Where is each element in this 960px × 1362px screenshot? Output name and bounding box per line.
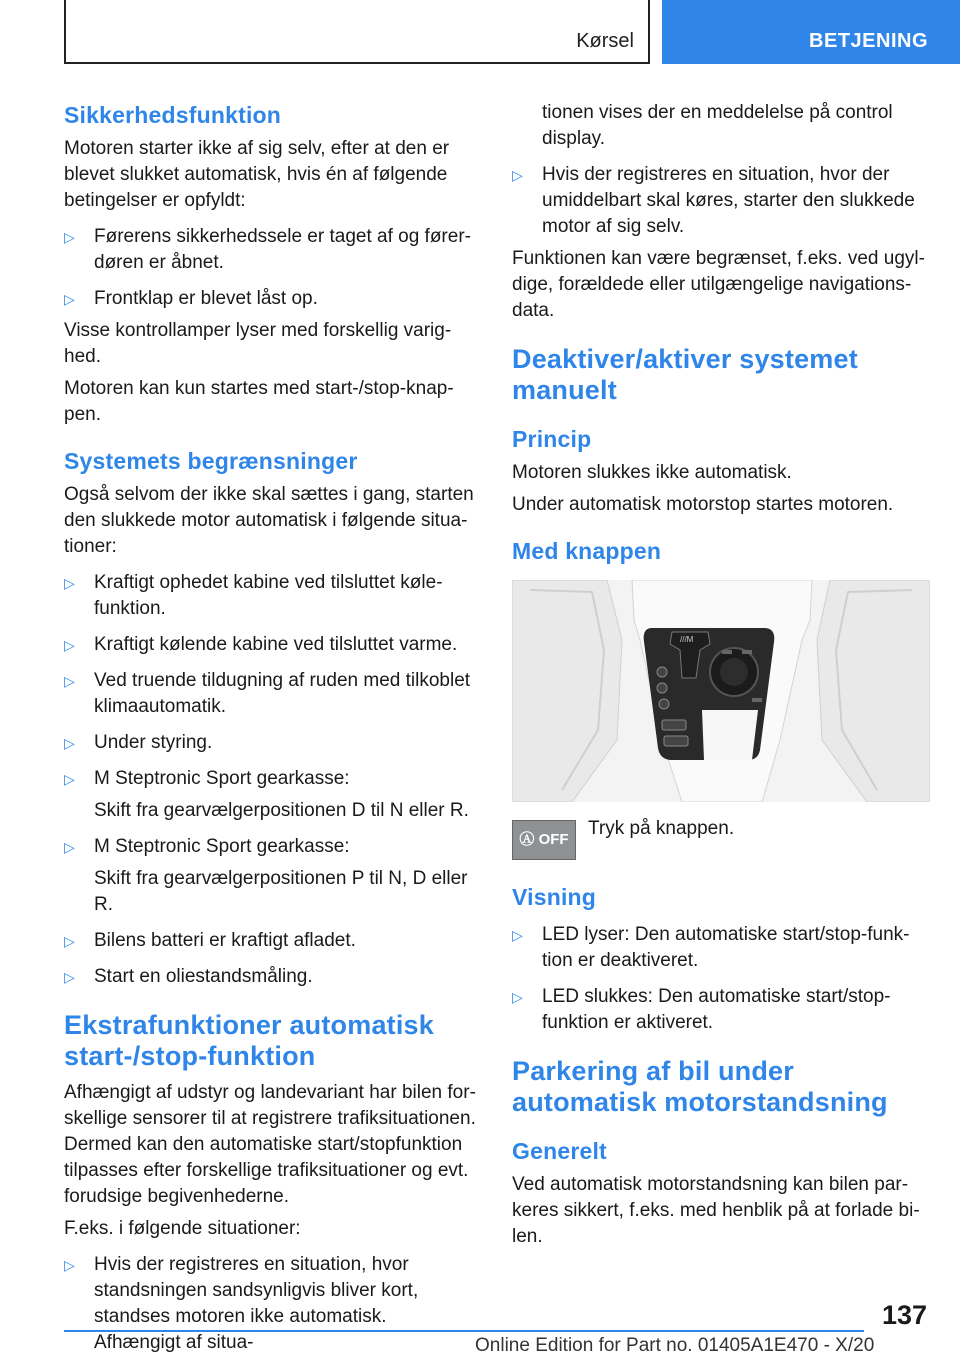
list-item: ▷ LED slukkes: Den automatiske start/stop-funktion er aktiveret. <box>512 986 891 1033</box>
paragraph: Motoren kan kun startes med start-/stop-knappen. <box>64 378 454 425</box>
list-item: ▷ Førerens sikkerhedssele er taget af og førerdøren er åbnet. <box>64 226 471 273</box>
triangle-bullet-icon: ▷ <box>64 969 75 985</box>
list-item: ▷ Under styring. <box>64 732 213 753</box>
paragraph: Ved automatisk motorstandsning kan bilen parkeres sikkert, f.eks. med henblik på at forlade bilen. <box>512 1174 920 1247</box>
list-sub-text: Skift fra gearvælgerpositionen D til N eller R. <box>94 800 469 821</box>
footer-edition-text: Online Edition for Part no. 01405A1E470 - X/20 <box>475 1335 875 1356</box>
bullet-list <box>64 566 476 792</box>
paragraph: Visse kontrollamper lyser med forskellig varighed. <box>64 320 452 367</box>
list-item: ▷ M Steptronic Sport gearkasse: <box>64 768 350 789</box>
triangle-bullet-icon: ▷ <box>64 229 75 245</box>
list-item: ▷ Hvis der registreres en situation, hvor standsningen sandsynligvis bliver kort, standses motoren ikke automatisk. Afhængigt af situa- <box>64 1254 419 1353</box>
list-item: ▷ Bilens batteri er kraftigt afladet. <box>64 930 356 951</box>
list-item: ▷ M Steptronic Sport gearkasse: <box>64 836 350 857</box>
bullet-list <box>64 924 476 990</box>
paragraph: Også selvom der ikke skal sættes i gang, starten den slukkede motor automatisk i følgende situationer: <box>64 484 474 557</box>
triangle-bullet-icon: ▷ <box>512 927 523 943</box>
header-section-title: Kørsel <box>576 30 634 52</box>
list-item: ▷ Kraftigt kølende kabine ved tilsluttet varme. <box>64 634 458 655</box>
auto-start-stop-button-row <box>512 816 930 864</box>
left-column <box>64 100 476 1362</box>
list-item: ▷ Kraftigt ophedet kabine ved tilsluttet kølefunktion. <box>64 572 443 619</box>
triangle-bullet-icon: ▷ <box>64 673 75 689</box>
triangle-bullet-icon: ▷ <box>64 1257 75 1273</box>
heading-visning: Visning <box>512 884 597 910</box>
list-item: ▷ Hvis der registreres en situation, hvor der umiddelbart skal køres, starter den slukkede motor af sig selv. <box>512 164 915 237</box>
triangle-bullet-icon: ▷ <box>64 933 75 949</box>
bullet-list <box>64 1248 476 1356</box>
triangle-bullet-icon: ▷ <box>64 575 75 591</box>
heading-ekstrafunktioner: Ekstrafunktioner automatisk start-/stop-funktion <box>64 1010 434 1071</box>
center-console-illustration <box>512 580 930 802</box>
right-column <box>512 100 930 1256</box>
bullet-list <box>512 918 930 1036</box>
list-item: ▷ Start en oliestandsmåling. <box>64 966 313 987</box>
paragraph: Afhængigt af udstyr og landevariant har bilen forskellige sensorer til at registrere trafiksituationen. Dermed kan den automatiske start/stopfunktion tilpasses efter forskellige trafiksituationer og evt. forudsige begivenhederne. <box>64 1082 476 1207</box>
heading-sikkerhedsfunktion: Sikkerhedsfunktion <box>64 102 282 128</box>
heading-princip: Princip <box>512 426 592 452</box>
bullet-list <box>64 220 476 312</box>
page-number: 137 <box>882 1300 928 1330</box>
auto-start-stop-off-icon: Ⓐ OFF <box>512 820 576 860</box>
triangle-bullet-icon: ▷ <box>512 167 523 183</box>
heading-generelt: Generelt <box>512 1138 607 1164</box>
heading-med-knappen: Med knappen <box>512 538 662 564</box>
heading-deaktiver-aktiver: Deaktiver/aktiver systemet manuelt <box>512 344 858 405</box>
list-sub-text: Skift fra gearvælgerpositionen P til N, D eller R. <box>94 868 468 915</box>
bullet-list <box>512 158 930 240</box>
paragraph: Funktionen kan være begrænset, f.eks. ved ugyldige, forældede eller utilgængelige navigationsdata. <box>512 248 925 321</box>
paragraph: Motoren slukkes ikke automatisk. <box>512 462 792 483</box>
header-chapter-title: BETJENING <box>809 30 928 52</box>
footer-divider <box>64 1330 864 1332</box>
list-item: ▷ LED lyser: Den automatiske start/stop-funktion er deaktiveret. <box>512 924 910 971</box>
header-chapter-box <box>662 0 960 64</box>
continued-text: tionen vises der en meddelelse på control display. <box>542 102 893 149</box>
triangle-bullet-icon: ▷ <box>64 839 75 855</box>
triangle-bullet-icon: ▷ <box>64 771 75 787</box>
header-section-box <box>64 0 650 64</box>
triangle-bullet-icon: ▷ <box>512 989 523 1005</box>
button-instruction: Tryk på knappen. <box>588 818 735 839</box>
svg-text:///M: ///M <box>680 635 694 644</box>
heading-parkering: Parkering af bil under automatisk motorstandsning <box>512 1056 888 1117</box>
paragraph: F.eks. i følgende situationer: <box>64 1218 301 1239</box>
list-item: ▷ Ved truende tildugning af ruden med tilkoblet klimaautomatik. <box>64 670 471 717</box>
triangle-bullet-icon: ▷ <box>64 291 75 307</box>
bullet-list <box>64 830 476 860</box>
list-item: ▷ Frontklap er blevet låst op. <box>64 288 318 309</box>
center-console-drawing <box>512 580 930 802</box>
triangle-bullet-icon: ▷ <box>64 735 75 751</box>
paragraph: Under automatisk motorstop startes motoren. <box>512 494 894 515</box>
heading-begraensninger: Systemets begrænsninger <box>64 448 358 474</box>
triangle-bullet-icon: ▷ <box>64 637 75 653</box>
paragraph: Motoren starter ikke af sig selv, efter at den er blevet slukket automatisk, hvis én af følgende betingelser er opfyldt: <box>64 138 450 211</box>
